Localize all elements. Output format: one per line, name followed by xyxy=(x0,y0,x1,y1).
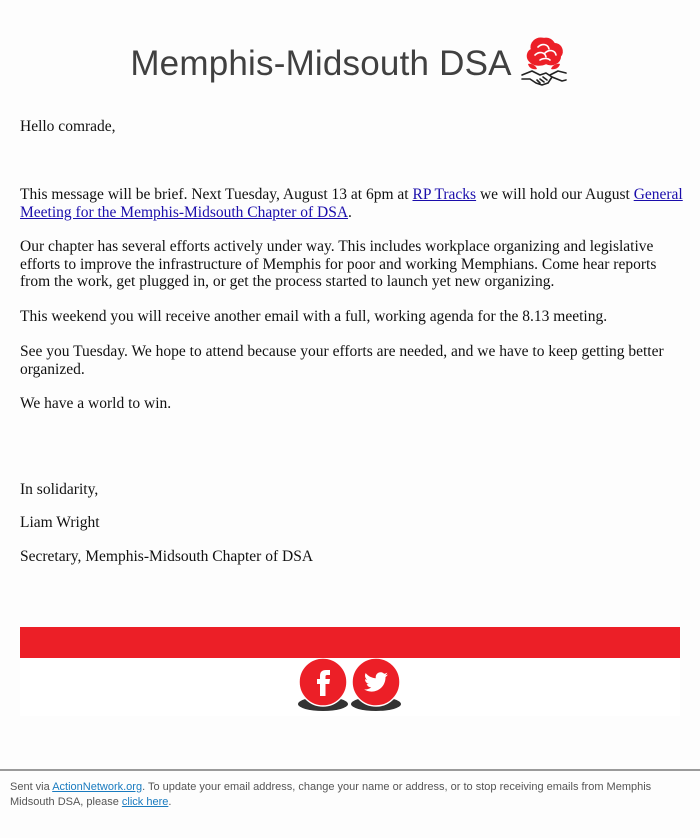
footer-red-bar xyxy=(20,627,680,658)
paragraph-chapter-efforts: Our chapter has several efforts actively under way. This includes workplace organizing and legislative efforts to improve the infrastructure of Memphis for poor and working Memphians. Come hear reports from the work, get plugged in, or get the process started to launch yet new organizing. xyxy=(20,238,657,290)
paragraph-agenda-notice: This weekend you will receive another email with a full, working agenda for the 8.13 meeting. xyxy=(20,308,608,325)
greeting: Hello comrade, xyxy=(20,118,116,135)
footer-divider xyxy=(0,769,700,771)
rose-handshake-logo-icon xyxy=(518,33,570,89)
actionnetwork-link[interactable]: ActionNetwork.org xyxy=(52,781,143,793)
footer-text: Sent via xyxy=(10,781,53,793)
closing: In solidarity, xyxy=(20,481,99,498)
paragraph-meeting-announcement xyxy=(20,186,685,221)
paragraph-see-you: See you Tuesday. We hope to attend because your efforts are needed, and we have to keep getting better organized. xyxy=(20,343,664,378)
signer-title: Secretary, Memphis-Midsouth Chapter of DSA xyxy=(20,548,314,565)
org-title: Memphis-Midsouth DSA xyxy=(130,44,512,83)
twitter-button[interactable] xyxy=(349,658,403,712)
facebook-button[interactable] xyxy=(296,658,350,712)
paragraph-text: we will hold our August xyxy=(476,186,634,203)
paragraph-text: . xyxy=(348,203,352,221)
footer-text: . xyxy=(168,795,172,808)
paragraph-text: This message will be brief. Next Tuesday, August 13 at 6pm at xyxy=(20,186,413,203)
facebook-icon xyxy=(296,658,350,712)
social-links xyxy=(20,658,680,716)
unsubscribe-link[interactable]: click here xyxy=(121,795,169,808)
paragraph-world-to-win: We have a world to win. xyxy=(20,395,172,412)
twitter-icon xyxy=(349,658,403,712)
general-meeting-link[interactable]: General Meeting for the Memphis-Midsouth Chapter of DSA xyxy=(20,186,683,221)
footer-notice xyxy=(10,780,680,809)
rp-tracks-link[interactable]: RP Tracks xyxy=(412,186,477,203)
signer-name: Liam Wright xyxy=(20,514,100,531)
email-header xyxy=(0,34,700,94)
footer-text: . To update your email address, change your name or address, or to stop receiving emails from Memphis Midsouth DSA, please xyxy=(10,781,652,808)
